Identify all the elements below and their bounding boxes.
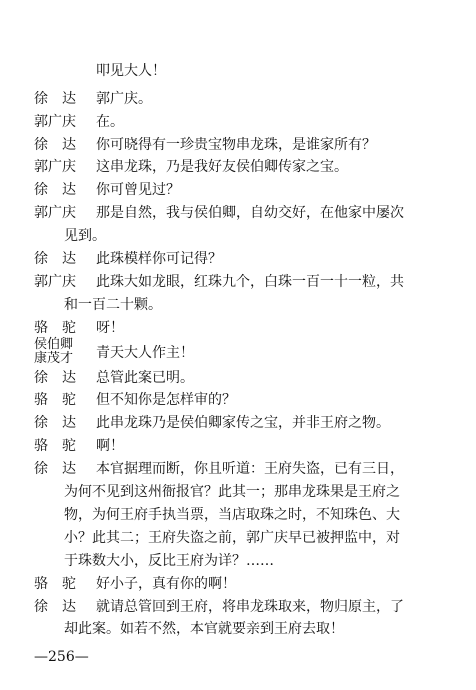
line-text: 好小子，真有你的啊！ xyxy=(96,576,236,592)
line-text-continued: 为何不见到这州衙报官？此其一；那串龙珠果是王府之 xyxy=(64,484,400,500)
speaker-name: 徐 达 xyxy=(34,91,76,107)
line-text: 此串龙珠乃是侯伯卿家传之宝，并非王府之物。 xyxy=(96,415,390,431)
joint-speakers xyxy=(34,338,96,366)
line-text: 青天大人作主！ xyxy=(96,345,194,361)
line-text-continued: 物，为何王府手执当票，当店取珠之时，不知珠色、大 xyxy=(64,507,400,523)
speaker-name: 骆 驼 xyxy=(34,392,76,408)
line-text: 啊！ xyxy=(96,438,124,454)
line-text: 在。 xyxy=(96,114,124,130)
line-text: 就请总管回到王府，将串龙珠取来，物归原主，了 xyxy=(96,599,404,615)
speaker-name: 郭广庆 xyxy=(34,114,76,130)
speaker-name: 骆 驼 xyxy=(34,576,76,592)
line-text: 本官据理而断，你且听道：王府失盗，已有三日， xyxy=(96,461,404,477)
line-text: 但不知你是怎样审的？ xyxy=(96,392,236,408)
page-number: —256— xyxy=(34,649,89,665)
line-text-continued: 于珠数大小，反比王府为详？…… xyxy=(64,553,274,569)
line-text-continued: 和一百二十颗。 xyxy=(64,297,162,313)
line-text: 此珠大如龙眼，红珠九个，白珠一百一十一粒，共 xyxy=(96,274,404,290)
speaker-name: 徐 达 xyxy=(34,599,76,615)
line-text: 郭广庆。 xyxy=(96,91,152,107)
line-text: 叩见大人！ xyxy=(96,63,166,79)
speaker-name: 徐 达 xyxy=(34,370,76,386)
line-text-continued: 见到。 xyxy=(64,228,106,244)
line-text-continued: 却此案。如若不然，本官就要亲到王府去取！ xyxy=(64,621,344,637)
speaker-name: 郭广庆 xyxy=(34,205,76,221)
line-text: 你可曾见过？ xyxy=(96,182,180,198)
speaker-name: 徐 达 xyxy=(34,415,76,431)
line-text: 总管此案已明。 xyxy=(96,370,194,386)
speaker-name: 徐 达 xyxy=(34,461,76,477)
line-text-continued: 小？此其二；王府失盗之前，郭广庆早已被押监中，对 xyxy=(64,530,400,546)
speaker-name: 徐 达 xyxy=(34,251,76,267)
line-text: 此珠模样你可记得？ xyxy=(96,251,222,267)
speaker-name: 骆 驼 xyxy=(34,320,76,336)
speaker-name: 侯伯卿 xyxy=(34,337,74,352)
line-text: 那是自然，我与侯伯卿，自幼交好，在他家中屡次 xyxy=(96,205,404,221)
speaker-name: 郭广庆 xyxy=(34,274,76,290)
speaker-name: 郭广庆 xyxy=(34,159,76,175)
line-text: 你可晓得有一珍贵宝物串龙珠，是谁家所有？ xyxy=(96,137,376,153)
speaker-name: 康茂才 xyxy=(34,351,74,366)
speaker-name: 徐 达 xyxy=(34,182,76,198)
speaker-name: 骆 驼 xyxy=(34,438,76,454)
speaker-name: 徐 达 xyxy=(34,137,76,153)
line-text: 呀！ xyxy=(96,320,124,336)
line-text: 这串龙珠，乃是我好友侯伯卿传家之宝。 xyxy=(96,159,348,175)
